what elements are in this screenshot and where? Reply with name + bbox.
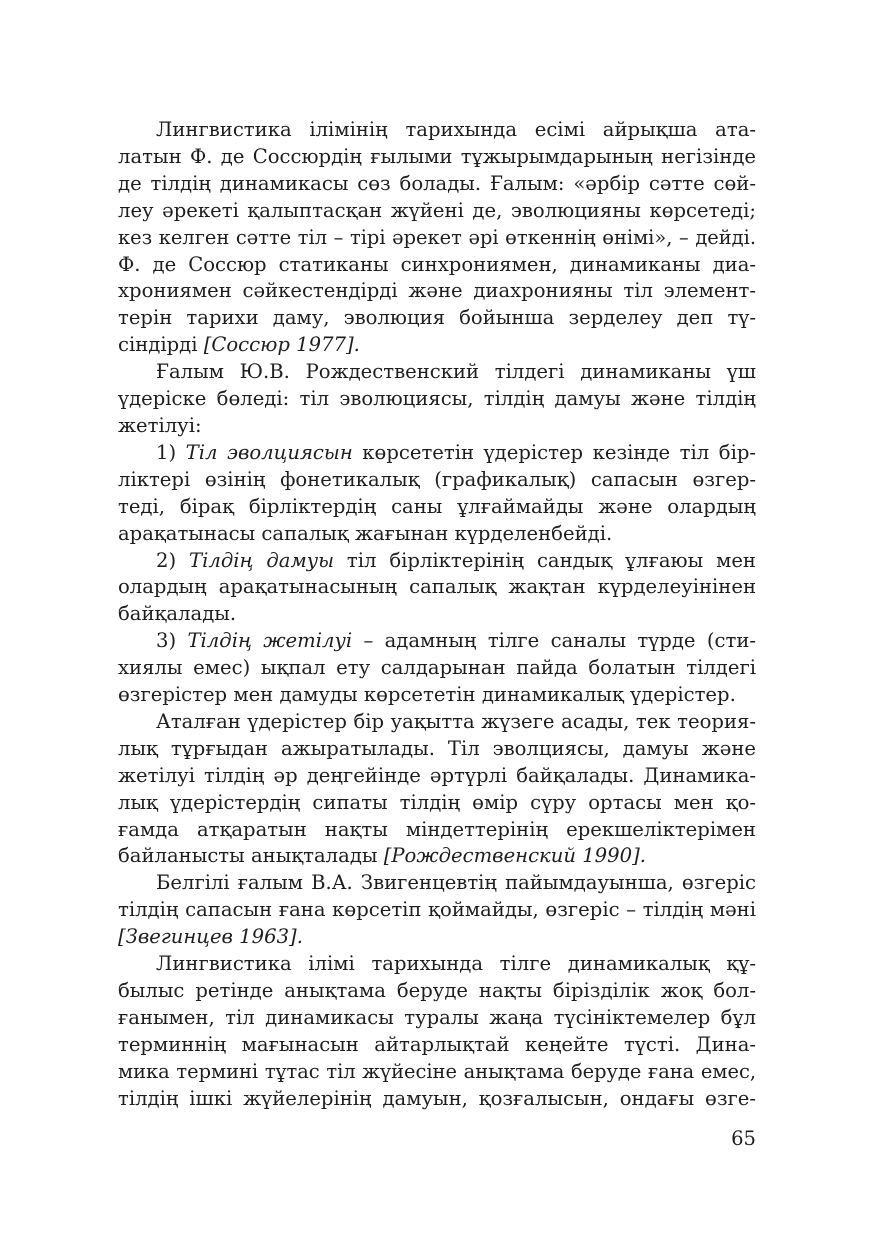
text-line	[118, 843, 756, 870]
text-line	[118, 198, 756, 225]
italic-text: [Рождественский 1990].	[383, 844, 646, 868]
text-line	[118, 144, 756, 171]
text-line	[118, 1059, 756, 1086]
text-line	[118, 413, 756, 440]
text-line	[118, 386, 756, 413]
text-run: Ғалым Ю.В. Рождественский тілдегі динамиканы үш	[156, 360, 756, 384]
page-number: 65	[731, 1127, 756, 1150]
text-line	[118, 817, 756, 844]
text-line	[118, 682, 756, 709]
text-run: Ф. де Соссюр статиканы синхрониямен, динамиканы диа-	[118, 252, 756, 276]
paragraph	[118, 951, 756, 1112]
paragraph	[118, 628, 756, 709]
text-run: – адамның тілге саналы түрде (сти-	[352, 629, 756, 653]
text-run: көрсететін үдерістер кезінде тіл бір-	[352, 440, 756, 464]
text-run: ғанымен, тіл динамикасы туралы жаңа түсініктемелер бұл	[118, 1005, 756, 1029]
paragraph	[118, 548, 756, 629]
text-run: сіндірді	[118, 333, 204, 357]
text-line	[118, 870, 756, 897]
paragraph	[118, 870, 756, 951]
text-run: былыс ретінде анықтама беруде нақты бірізділік жоқ бол-	[118, 979, 756, 1002]
paragraph	[118, 359, 756, 440]
text-run: теді, бірақ бірліктердің саны ұлғаймайды және олардың	[118, 494, 756, 518]
text-line	[118, 790, 756, 817]
text-line	[118, 359, 756, 386]
text-run: леу әрекеті қалыптасқан жүйені де, эволюцияны көрсетеді;	[118, 198, 756, 222]
text-run: де тілдің динамикасы сөз болады. Ғалым: «әрбір сәтте сөй-	[118, 171, 756, 195]
text-run: ғамда атқаратын нақты міндеттерінің ерекшеліктерімен	[118, 817, 756, 841]
italic-text: Тілдің дамуы	[189, 548, 335, 572]
text-line	[118, 763, 756, 790]
italic-text: Тілдің жетілуі	[187, 629, 353, 653]
text-run: лық үдерістердің сипаты тілдің өмір сүру ортасы мен қо-	[118, 790, 756, 814]
text-run: 1)	[156, 440, 186, 464]
text-run: тілдің сапасын ғана көрсетіп қоймайды, өзгеріс – тілдің мәні	[118, 898, 756, 922]
text-line	[118, 278, 756, 305]
text-line	[118, 494, 756, 521]
text-run: байқалады.	[118, 602, 237, 626]
text-run: жетілуі:	[118, 413, 202, 437]
text-run: Лингвистика ілімінің тарихында есімі айрықша ата-	[156, 118, 756, 141]
text-line	[118, 171, 756, 198]
text-run: хиялы емес) ықпал ету салдарынан пайда болатын тілдегі	[118, 656, 756, 680]
text-run: тілдің ішкі жүйелерінің дамуын, қозғалысын, ондағы өзге-	[118, 1086, 756, 1110]
text-line	[118, 305, 756, 332]
text-run: кез келген сәтте тіл – тірі әрекет әрі өткеннің өнімі», – дейді.	[118, 225, 756, 249]
text-line	[118, 897, 756, 924]
text-line	[118, 924, 756, 951]
text-line	[118, 951, 756, 978]
italic-text: [Звегинцев 1963].	[118, 925, 303, 949]
text-run: олардың арақатынасының сапалық жақтан күрделеуінінен	[118, 575, 756, 599]
text-run: жетілуі тілдің әр деңгейінде әртүрлі байқалады. Динамика-	[118, 763, 756, 787]
text-line	[118, 467, 756, 494]
text-line	[118, 117, 756, 144]
text-run: тіл бірліктерінің сандық ұлғаюы мен	[334, 548, 756, 572]
text-run: өзгерістер мен дамуды көрсететін динамикалық үдерістер.	[118, 683, 736, 707]
text-line	[118, 655, 756, 682]
italic-text: Тіл эволциясын	[185, 440, 353, 464]
text-line	[118, 440, 756, 467]
text-run: үдеріске бөледі: тіл эволюциясы, тілдің дамуы және тілдің	[118, 387, 756, 411]
text-line	[118, 628, 756, 655]
text-line	[118, 225, 756, 252]
paragraph	[118, 117, 756, 359]
text-line	[118, 574, 756, 601]
paragraph	[118, 709, 756, 870]
text-run: Аталған үдерістер бір уақытта жүзеге асады, тек теория-	[156, 709, 756, 733]
text-run: байланысты анықталады	[118, 844, 384, 868]
text-run: ліктері өзінің фонетикалық (графикалық) сапасын өзгер-	[118, 467, 756, 491]
text-line	[118, 1005, 756, 1032]
text-run: терін тарихи даму, эволюция бойынша зерделеу деп тү-	[118, 306, 756, 330]
text-run: арақатынасы сапалық жағынан күрделенбейді.	[118, 521, 613, 545]
text-run: 2)	[156, 548, 190, 572]
text-line	[118, 736, 756, 763]
text-run: Лингвистика ілімі тарихында тілге динамикалық құ-	[156, 952, 756, 976]
text-line	[118, 1032, 756, 1059]
text-line	[118, 709, 756, 736]
text-line	[118, 548, 756, 575]
text-run: латын Ф. де Соссюрдің ғылыми тұжырымдарының негізінде	[118, 144, 756, 168]
text-run: хрониямен сәйкестендірді және диахронияны тіл элемент-	[118, 279, 756, 303]
text-line	[118, 601, 756, 628]
body-text	[118, 117, 756, 1113]
paragraph	[118, 440, 756, 548]
text-line	[118, 521, 756, 548]
text-line	[118, 252, 756, 279]
text-line	[118, 332, 756, 359]
text-line	[118, 1086, 756, 1113]
text-run: мика термині тұтас тіл жүйесіне анықтама беруде ғана емес,	[118, 1059, 756, 1083]
text-run: Белгілі ғалым В.А. Звигенцевтің пайымдауынша, өзгеріс	[156, 871, 756, 895]
italic-text: [Соссюр 1977].	[203, 333, 360, 357]
text-run: 3)	[156, 629, 188, 653]
text-run: терминнің мағынасын айтарлықтай кеңейте түсті. Дина-	[118, 1032, 756, 1056]
text-run: лық тұрғыдан ажыратылады. Тіл эволциясы, дамуы және	[118, 736, 756, 760]
text-line	[118, 978, 756, 1005]
